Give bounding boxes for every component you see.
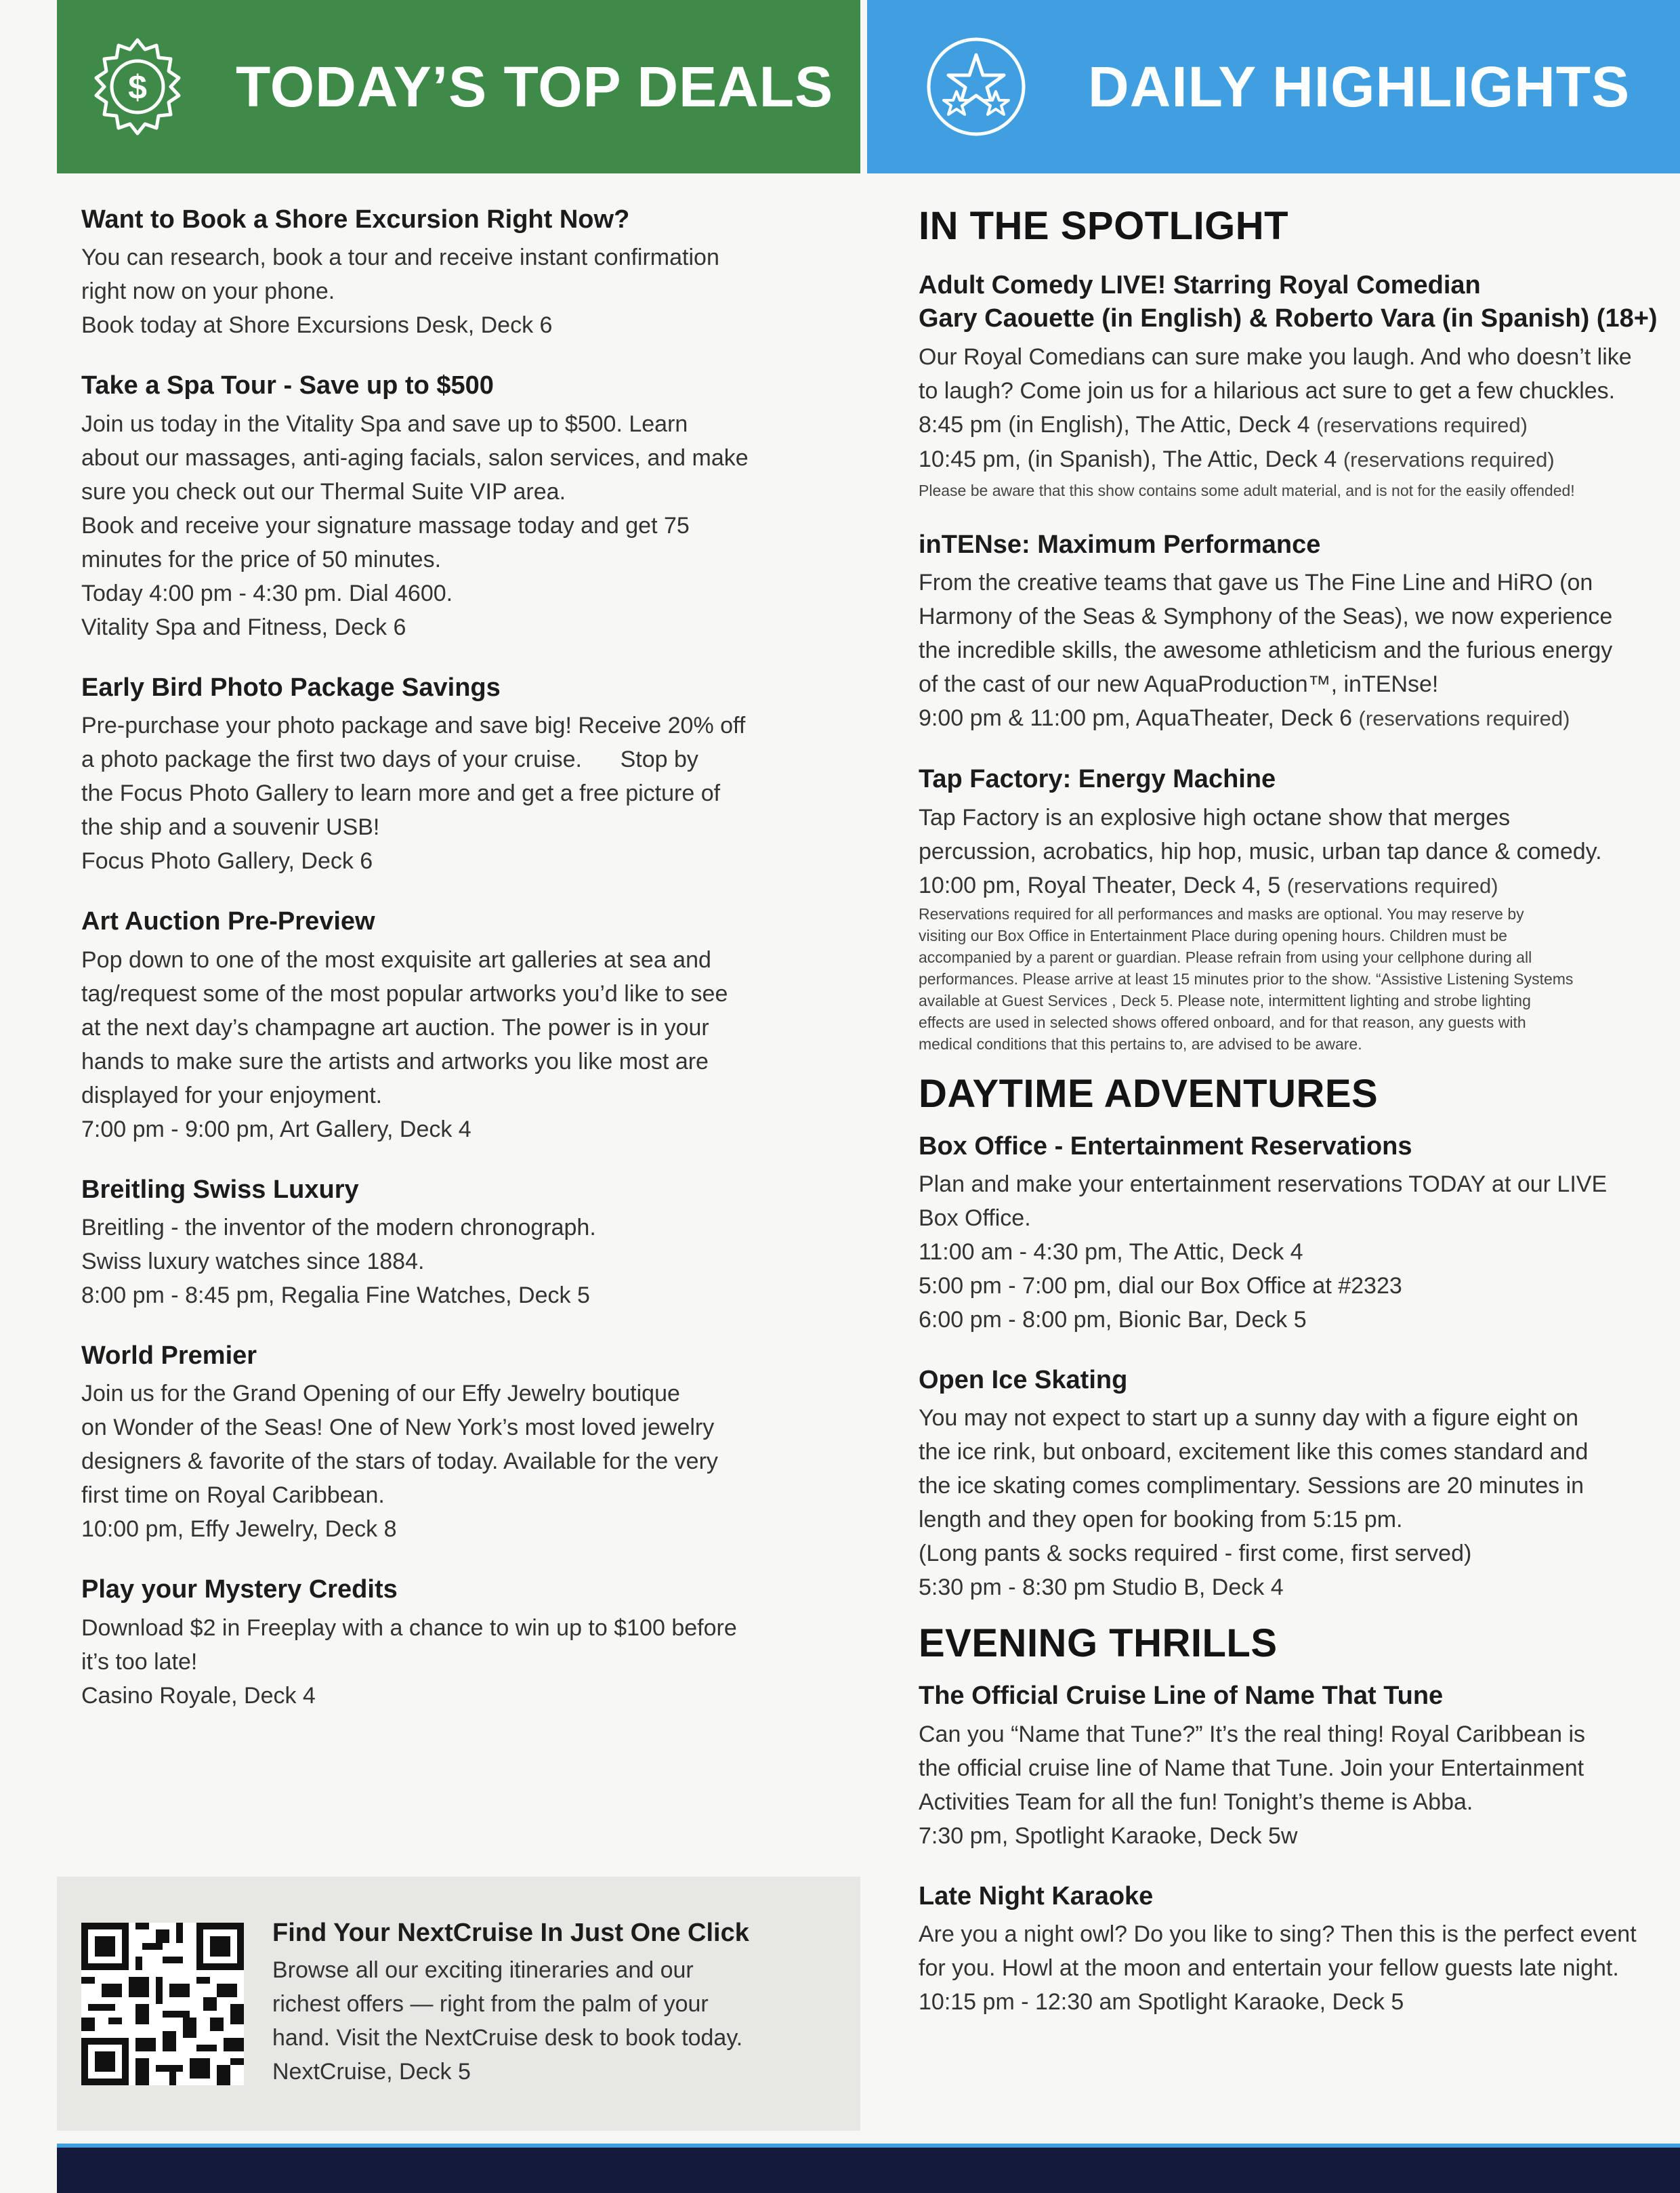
- deal-title: Play your Mystery Credits: [81, 1575, 398, 1604]
- event-time-text: 9:00 pm & 11:00 pm, AquaTheater, Deck 6: [919, 705, 1353, 732]
- highlights-title: DAILY HIGHLIGHTS: [1088, 54, 1631, 119]
- event-intense: [919, 528, 1677, 736]
- event-time: [919, 408, 1677, 442]
- event-line: Activities Team for all the fun! Tonight’s theme is Abba.: [919, 1789, 1473, 1815]
- event-line: percussion, acrobatics, hip hop, music, urban tap dance & comedy.: [919, 838, 1602, 864]
- event-line: 5:30 pm - 8:30 pm Studio B, Deck 4: [919, 1574, 1284, 1601]
- reservation-note: (reservations required): [1358, 707, 1570, 731]
- deal-photo-package: [81, 671, 833, 878]
- disclaimer-line: Reservations required for all performances and masks are optional. You may reserve by: [919, 904, 1524, 923]
- deal-line: 7:00 pm - 9:00 pm, Art Gallery, Deck 4: [81, 1116, 471, 1142]
- svg-text:$: $: [128, 68, 147, 106]
- event-ice-skating: [919, 1364, 1677, 1604]
- deal-line: Casino Royale, Deck 4: [81, 1682, 316, 1709]
- event-line: the incredible skills, the awesome athleticism and the furious energy: [919, 638, 1613, 664]
- event-line: Are you a night owl? Do you like to sing? Then this is the perfect event: [919, 1921, 1637, 1948]
- reservation-note: (reservations required): [1316, 413, 1528, 437]
- deal-line: at the next day’s champagne art auction. The power is in your: [81, 1014, 709, 1041]
- nextcruise-promo: [57, 1877, 860, 2131]
- deal-mystery-credits: [81, 1573, 833, 1712]
- deal-world-premier: [81, 1339, 833, 1546]
- event-time-text: 10:00 pm, Royal Theater, Deck 4, 5: [919, 872, 1281, 898]
- event-line: for you. Howl at the moon and entertain your fellow guests late night.: [919, 1955, 1619, 1982]
- event-time: [919, 442, 1677, 477]
- promo-text: [272, 1919, 749, 2089]
- event-title: Tap Factory: Energy Machine: [919, 765, 1276, 794]
- highlights-header: [867, 0, 1680, 173]
- event-line: 6:00 pm - 8:00 pm, Bionic Bar, Deck 5: [919, 1306, 1307, 1333]
- disclaimer-line: accompanied by a parent or guardian. Please refrain from using your cellphone during all: [919, 948, 1532, 966]
- deal-line: first time on Royal Caribbean.: [81, 1482, 385, 1509]
- reservation-note: (reservations required): [1343, 447, 1555, 472]
- deals-column: [81, 203, 833, 1740]
- promo-line: NextCruise, Deck 5: [272, 2059, 471, 2085]
- deal-line: right now on your phone.: [81, 278, 335, 305]
- event-title: Late Night Karaoke: [919, 1881, 1154, 1910]
- event-title: Adult Comedy LIVE! Starring Royal Comedian: [919, 271, 1481, 299]
- disclaimer-line: effects are used in selected shows offered onboard, and for that reason, any guests with: [919, 1013, 1526, 1031]
- event-title: inTENse: Maximum Performance: [919, 530, 1321, 559]
- event-line: Can you “Name that Tune?” It’s the real thing! Royal Caribbean is: [919, 1721, 1586, 1747]
- deal-line: displayed for your enjoyment.: [81, 1082, 383, 1108]
- event-name-that-tune: [919, 1679, 1677, 1852]
- deal-line: the ship and a souvenir USB!: [81, 814, 380, 841]
- disclaimer-line: visiting our Box Office in Entertainment Place during opening hours. Children must be: [919, 926, 1507, 944]
- deal-line: hands to make sure the artists and artworks you like most are: [81, 1048, 709, 1074]
- disclaimer-line: performances. Please arrive at least 15 minutes prior to the show. “Assistive Listening Systems: [919, 969, 1574, 988]
- deal-line: a photo package the first two days of your cruise. Stop by: [81, 747, 698, 773]
- footer-bar: [57, 2144, 1680, 2193]
- event-title: The Official Cruise Line of Name That Tune: [919, 1682, 1444, 1711]
- highlights-column: [919, 203, 1677, 2046]
- deal-spa-tour: [81, 369, 833, 644]
- promo-line: richest offers — right from the palm of your: [272, 1991, 709, 2017]
- deal-line: Breitling - the inventor of the modern chronograph.: [81, 1214, 596, 1240]
- deal-line: on Wonder of the Seas! One of New York’s most loved jewelry: [81, 1415, 715, 1441]
- event-line: You may not expect to start up a sunny day with a figure eight on: [919, 1405, 1579, 1432]
- event-line: the ice skating comes complimentary. Sessions are 20 minutes in: [919, 1473, 1584, 1499]
- deal-line: 10:00 pm, Effy Jewelry, Deck 8: [81, 1516, 397, 1543]
- event-time-text: 10:45 pm, (in Spanish), The Attic, Deck 4: [919, 446, 1337, 472]
- event-time: [919, 869, 1677, 903]
- section-title-evening: EVENING THRILLS: [919, 1621, 1278, 1666]
- disclaimer-line: medical conditions that this pertains to, are advised to be aware.: [919, 1035, 1362, 1053]
- deal-title: Early Bird Photo Package Savings: [81, 673, 501, 702]
- event-line: of the cast of our new AquaProduction™, inTENse!: [919, 671, 1439, 698]
- deal-line: You can research, book a tour and receive instant confirmation: [81, 245, 719, 271]
- promo-title: Find Your NextCruise In Just One Click: [272, 1919, 749, 1947]
- event-time-text: 8:45 pm (in English), The Attic, Deck 4: [919, 411, 1310, 438]
- event-line: to laugh? Come join us for a hilarious act sure to get a few chuckles.: [919, 377, 1616, 404]
- deal-art-auction: [81, 905, 833, 1146]
- deal-shore-excursion: [81, 203, 833, 342]
- event-line: 7:30 pm, Spotlight Karaoke, Deck 5w: [919, 1822, 1298, 1849]
- event-box-office: [919, 1130, 1677, 1337]
- deal-line: about our massages, anti-aging facials, salon services, and make: [81, 444, 749, 471]
- event-line: 11:00 am - 4:30 pm, The Attic, Deck 4: [919, 1238, 1303, 1265]
- deal-line: sure you check out our Thermal Suite VIP area.: [81, 478, 566, 505]
- deals-header: [57, 0, 860, 173]
- promo-line: Browse all our exciting itineraries and our: [272, 1957, 694, 1983]
- section-title-daytime: DAYTIME ADVENTURES: [919, 1071, 1379, 1116]
- qr-code-icon[interactable]: [81, 1923, 244, 2085]
- deal-line: it’s too late!: [81, 1648, 198, 1675]
- deal-line: Book and receive your signature massage today and get 75: [81, 512, 690, 539]
- deal-line: Focus Photo Gallery, Deck 6: [81, 848, 373, 875]
- event-line: 5:00 pm - 7:00 pm, dial our Box Office at #2323: [919, 1272, 1402, 1299]
- deal-line: Today 4:00 pm - 4:30 pm. Dial 4600.: [81, 580, 453, 606]
- deal-line: Pop down to one of the most exquisite art galleries at sea and: [81, 946, 711, 973]
- event-title: Open Ice Skating: [919, 1365, 1128, 1394]
- event-title: Gary Caouette (in English) & Roberto Vara (in Spanish) (18+): [919, 304, 1658, 333]
- event-line: the ice rink, but onboard, excitement like this comes standard and: [919, 1439, 1589, 1465]
- event-line: Our Royal Comedians can sure make you laugh. And who doesn’t like: [919, 343, 1632, 370]
- event-line: Tap Factory is an explosive high octane show that merges: [919, 804, 1511, 831]
- deal-title: Art Auction Pre-Preview: [81, 907, 375, 936]
- event-line: Box Office.: [919, 1205, 1031, 1231]
- promo-line: hand. Visit the NextCruise desk to book today.: [272, 2025, 743, 2051]
- disclaimer-line: available at Guest Services , Deck 5. Please note, intermittent lighting and strobe lighting: [919, 991, 1531, 1009]
- deals-title: TODAY’S TOP DEALS: [236, 54, 834, 119]
- disclaimer: Please be aware that this show contains some adult material, and is not for the easily offended!: [919, 481, 1575, 499]
- deal-line: 8:00 pm - 8:45 pm, Regalia Fine Watches, Deck 5: [81, 1282, 590, 1308]
- deal-line: Join us for the Grand Opening of our Effy Jewelry boutique: [81, 1381, 680, 1407]
- deal-title: Take a Spa Tour - Save up to $500: [81, 371, 494, 400]
- event-tap-factory: [919, 763, 1677, 1054]
- event-time: [919, 701, 1677, 736]
- reservation-note: (reservations required): [1286, 873, 1498, 898]
- event-line: 10:15 pm - 12:30 am Spotlight Karaoke, Deck 5: [919, 1989, 1404, 2016]
- deal-title: Breitling Swiss Luxury: [81, 1175, 359, 1204]
- event-line: Harmony of the Seas & Symphony of the Seas), we now experience: [919, 604, 1613, 630]
- event-adult-comedy: [919, 269, 1677, 501]
- event-line: From the creative teams that gave us The Fine Line and HiRO (on: [919, 570, 1593, 596]
- deal-line: Download $2 in Freeplay with a chance to win up to $100 before: [81, 1614, 737, 1641]
- deal-line: Book today at Shore Excursions Desk, Deck 6: [81, 312, 553, 339]
- deal-title: World Premier: [81, 1341, 257, 1370]
- dollar-badge-icon: [87, 36, 188, 138]
- deal-line: minutes for the price of 50 minutes.: [81, 546, 442, 572]
- deal-breitling: [81, 1173, 833, 1312]
- deal-line: the Focus Photo Gallery to learn more and get a free picture of: [81, 780, 721, 807]
- event-line: (Long pants & socks required - first come, first served): [919, 1541, 1472, 1567]
- event-line: Plan and make your entertainment reservations TODAY at our LIVE: [919, 1171, 1608, 1197]
- deal-line: tag/request some of the most popular artworks you’d like to see: [81, 980, 728, 1007]
- stars-circle-icon: [925, 36, 1027, 138]
- section-title-spotlight: IN THE SPOTLIGHT: [919, 204, 1289, 248]
- deal-line: Vitality Spa and Fitness, Deck 6: [81, 614, 406, 640]
- event-title: Box Office - Entertainment Reservations: [919, 1131, 1412, 1161]
- deal-title: Want to Book a Shore Excursion Right Now?: [81, 205, 630, 234]
- deal-line: Join us today in the Vitality Spa and save up to $500. Learn: [81, 411, 688, 437]
- deal-line: Pre-purchase your photo package and save big! Receive 20% off: [81, 713, 746, 739]
- event-late-night-karaoke: [919, 1880, 1677, 2019]
- deal-line: Swiss luxury watches since 1884.: [81, 1248, 425, 1274]
- deal-line: designers & favorite of the stars of today. Available for the very: [81, 1448, 718, 1475]
- event-line: the official cruise line of Name that Tune. Join your Entertainment: [919, 1755, 1584, 1781]
- event-line: length and they open for booking from 5:15 pm.: [919, 1507, 1403, 1533]
